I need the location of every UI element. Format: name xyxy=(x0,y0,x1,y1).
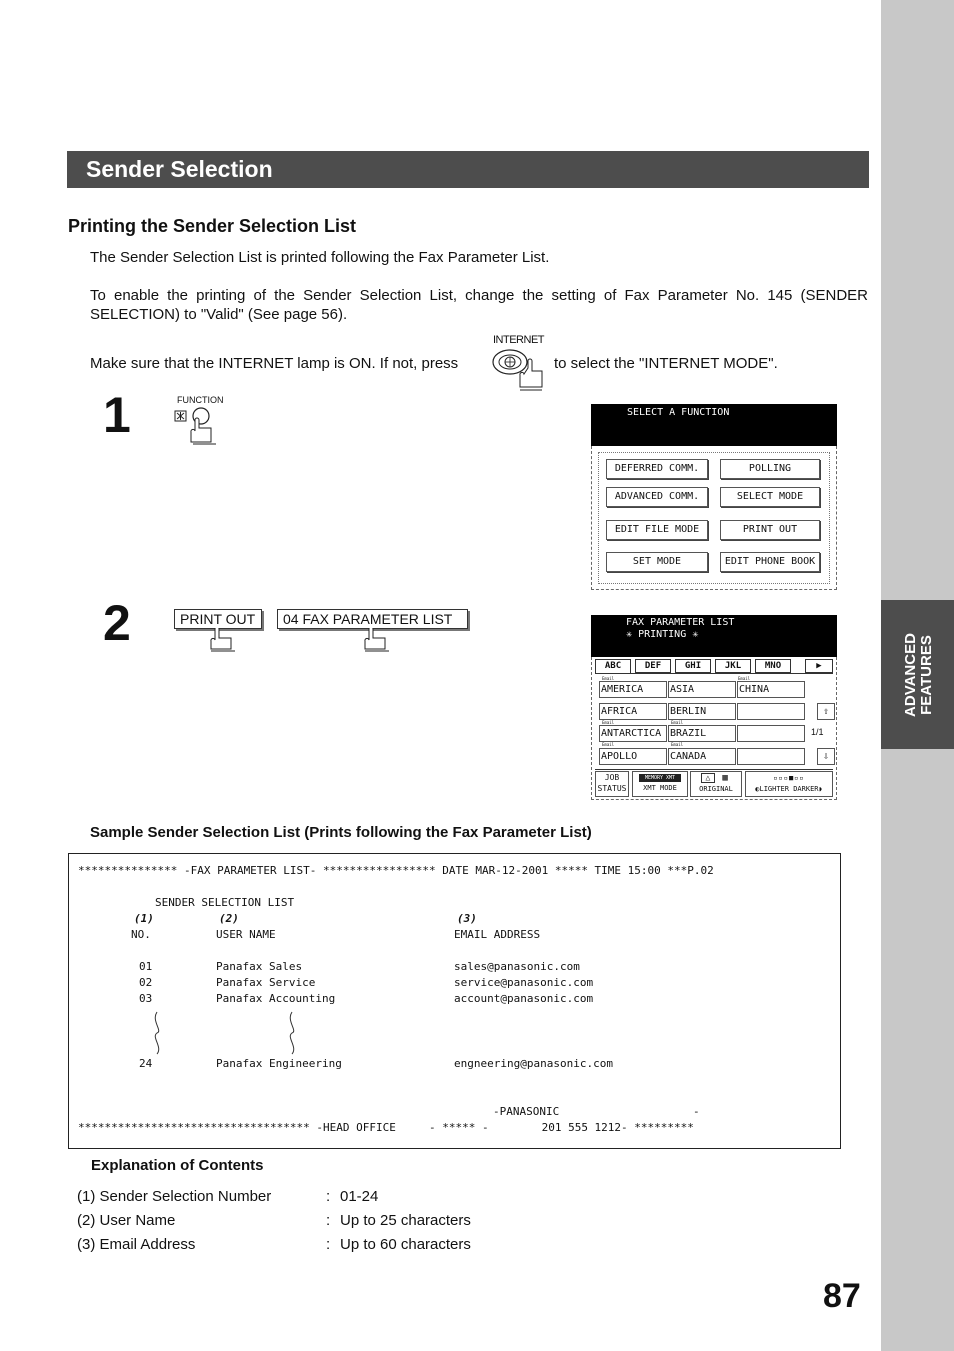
continuation-squiggle xyxy=(151,1011,163,1055)
phonebook-entry[interactable]: CANADA xyxy=(668,748,736,765)
phonebook-entry[interactable]: BRAZIL xyxy=(668,725,736,742)
email-tag: Email xyxy=(671,742,684,747)
tab-jkl[interactable]: JKL xyxy=(715,659,751,673)
entry-email: sales@panasonic.com xyxy=(454,960,580,973)
chapter-tab xyxy=(881,600,954,749)
tab-abc[interactable]: ABC xyxy=(595,659,631,673)
col-head-user: USER NAME xyxy=(216,928,276,941)
footer-line: *********************************** -HEAD OFFICE - ***** - 201 555 1212- ********* xyxy=(78,1121,694,1134)
select-function-title: SELECT A FUNCTION xyxy=(627,407,730,418)
contrast-scale-icon: ▫▫▫■▫▫ xyxy=(773,774,805,782)
edit-file-mode-button[interactable]: EDIT FILE MODE xyxy=(606,520,708,540)
grid-icon: ▦ xyxy=(722,773,728,783)
original-button[interactable] xyxy=(690,771,742,797)
footer-sender: -PANASONIC xyxy=(493,1105,560,1118)
function-key-icon[interactable] xyxy=(172,406,224,446)
col-ref-3: (3) xyxy=(457,912,477,925)
col-ref-2: (2) xyxy=(219,912,239,925)
col-head-no: NO. xyxy=(131,928,151,941)
print-out-button[interactable]: PRINT OUT xyxy=(720,520,820,540)
explanation-value: 01-24 xyxy=(340,1188,379,1205)
tab-mno[interactable]: MNO xyxy=(755,659,791,673)
scroll-up-icon[interactable]: ⇧ xyxy=(817,703,835,720)
chapter-tab-line-1: ADVANCED xyxy=(902,633,919,717)
entry-no: 24 xyxy=(139,1057,153,1070)
explanation-sep: : xyxy=(326,1236,331,1253)
deferred-comm-button[interactable]: DEFERRED COMM. xyxy=(606,459,708,479)
printing-screen-title: FAX PARAMETER LIST xyxy=(626,617,735,628)
section-title: Sender Selection xyxy=(67,151,869,188)
page-number: 87 xyxy=(823,1277,861,1315)
printout-header: *************** -FAX PARAMETER LIST- ***************** DATE MAR-12-2001 ***** TIME 15:00 ***P.02 xyxy=(78,864,714,877)
moon-icon: ◐ xyxy=(755,785,760,793)
explanation-label: (1) Sender Selection Number xyxy=(77,1188,272,1205)
next-tab-arrow-icon[interactable]: ▶ xyxy=(805,659,833,673)
explanation-label: (3) Email Address xyxy=(77,1236,196,1253)
contrast-labels xyxy=(746,784,832,795)
set-mode-button[interactable]: SET MODE xyxy=(606,552,708,572)
email-tag: Email xyxy=(602,742,615,747)
spinner-icon: ✳ xyxy=(626,629,633,640)
advanced-comm-button[interactable]: ADVANCED COMM. xyxy=(606,487,708,507)
triangle-icon: △ xyxy=(701,773,715,783)
phonebook-entry[interactable]: CHINA xyxy=(737,681,805,698)
job-status-label-1: JOB xyxy=(604,773,620,782)
scroll-down-icon[interactable]: ⇩ xyxy=(817,748,835,765)
chapter-tab-line-2: FEATURES xyxy=(918,635,935,715)
select-function-screen xyxy=(591,446,837,590)
edit-phone-book-button[interactable]: EDIT PHONE BOOK xyxy=(720,552,820,572)
sample-printout xyxy=(68,853,841,1149)
col-ref-1: (1) xyxy=(134,912,154,925)
print-out-key[interactable]: PRINT OUT xyxy=(174,609,262,629)
subheading: Printing the Sender Selection List xyxy=(68,216,357,236)
page-indicator: 1/1 xyxy=(811,727,824,737)
email-tag: Email xyxy=(602,676,615,681)
entry-email: account@panasonic.com xyxy=(454,992,594,1005)
phonebook-entry[interactable]: APOLLO xyxy=(599,748,667,765)
contrast-control[interactable] xyxy=(745,771,833,797)
darker-label: DARKER xyxy=(793,785,819,793)
printing-screen-header xyxy=(591,615,837,657)
phonebook-entry[interactable]: AFRICA xyxy=(599,703,667,720)
xmt-mode-button[interactable] xyxy=(632,771,688,797)
printing-status-text: PRINTING xyxy=(638,629,687,640)
email-tag: Email xyxy=(602,720,615,725)
phonebook-entry[interactable]: ASIA xyxy=(668,681,736,698)
entry-no: 03 xyxy=(139,992,153,1005)
printing-screen xyxy=(591,657,837,800)
xmt-mode-label: XMT MODE xyxy=(643,784,677,792)
explanation-sep: : xyxy=(326,1212,331,1229)
email-tag: Email xyxy=(738,676,751,681)
entry-user: Panafax Engineering xyxy=(216,1057,342,1070)
intro-paragraph-3-start: Make sure that the INTERNET lamp is ON. If not, press xyxy=(90,355,459,372)
printing-status xyxy=(626,629,698,640)
phonebook-entry[interactable]: ANTARCTICA xyxy=(599,725,667,742)
explanation-value: Up to 25 characters xyxy=(340,1212,471,1229)
job-status-label-2: STATUS xyxy=(597,784,627,793)
explanation-value: Up to 60 characters xyxy=(340,1236,471,1253)
explanation-label: (2) User Name xyxy=(77,1212,176,1229)
continuation-squiggle xyxy=(286,1011,298,1055)
phonebook-entry[interactable] xyxy=(737,725,805,742)
entry-email: engneering@panasonic.com xyxy=(454,1057,613,1070)
select-function-screen-header xyxy=(591,404,837,446)
tab-ghi[interactable]: GHI xyxy=(675,659,711,673)
entry-user: Panafax Accounting xyxy=(216,992,336,1005)
original-label: ORIGINAL xyxy=(699,785,733,793)
spinner-icon: ✳ xyxy=(692,629,699,640)
explanation-sep: : xyxy=(326,1188,331,1205)
internet-key-label: INTERNET xyxy=(493,334,544,346)
entry-user: Panafax Service xyxy=(216,976,316,989)
lighter-label: LIGHTER xyxy=(759,785,789,793)
job-status-button[interactable] xyxy=(595,771,629,797)
entry-email: service@panasonic.com xyxy=(454,976,594,989)
sample-heading: Sample Sender Selection List (Prints following the Fax Parameter List) xyxy=(90,824,592,841)
entry-no: 02 xyxy=(139,976,153,989)
explanation-heading: Explanation of Contents xyxy=(91,1157,264,1174)
footer-dash: - xyxy=(693,1105,700,1118)
list-title: SENDER SELECTION LIST xyxy=(155,896,295,909)
tab-def[interactable]: DEF xyxy=(635,659,671,673)
step-1-number: 1 xyxy=(103,387,131,443)
original-icons xyxy=(691,772,741,784)
half-circle-icon: ◗ xyxy=(818,785,823,793)
chapter-tab-label xyxy=(903,633,935,717)
press-hand-icon xyxy=(210,628,238,652)
polling-button[interactable]: POLLING xyxy=(720,459,820,479)
internet-key-icon[interactable] xyxy=(492,346,550,394)
entry-no: 01 xyxy=(139,960,153,973)
intro-paragraph-3-end: to select the "INTERNET MODE". xyxy=(554,355,778,372)
phonebook-entry[interactable]: AMERICA xyxy=(599,681,667,698)
press-hand-icon xyxy=(364,628,392,652)
phonebook-entry[interactable] xyxy=(737,748,805,765)
memory-xmt-badge: MEMORY XMT xyxy=(639,774,681,782)
phonebook-entry[interactable] xyxy=(737,703,805,720)
select-mode-button[interactable]: SELECT MODE xyxy=(720,487,820,507)
intro-paragraph-2: To enable the printing of the Sender Selection List, change the setting of Fax Parameter No. 145 (SENDER SELECTION) to "Valid" (See page 56). xyxy=(90,287,868,323)
col-head-email: EMAIL ADDRESS xyxy=(454,928,541,941)
fax-parameter-list-key[interactable]: 04 FAX PARAMETER LIST xyxy=(277,609,468,629)
email-tag: Email xyxy=(671,720,684,725)
phonebook-entry[interactable]: BERLIN xyxy=(668,703,736,720)
entry-user: Panafax Sales xyxy=(216,960,303,973)
function-key-label: FUNCTION xyxy=(177,395,224,405)
step-2-number: 2 xyxy=(103,595,131,651)
intro-paragraph-1: The Sender Selection List is printed following the Fax Parameter List. xyxy=(90,249,550,266)
